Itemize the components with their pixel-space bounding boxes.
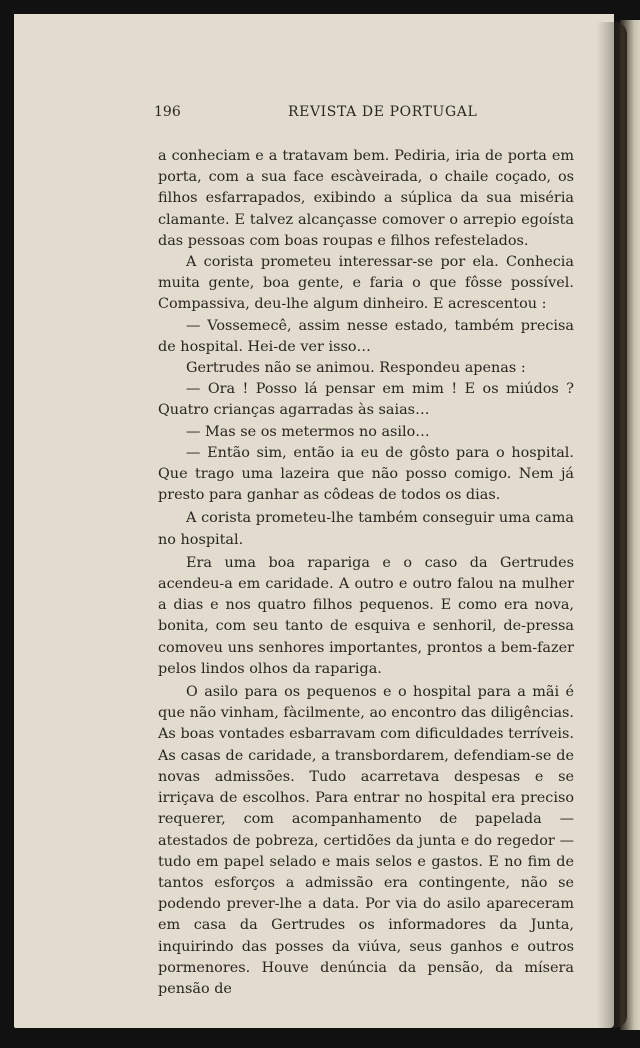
running-head: REVISTA DE PORTUGAL xyxy=(288,104,478,120)
body-text xyxy=(158,146,574,1000)
paragraph: A corista prometeu-lhe também conseguir uma cama no hospital. xyxy=(158,510,574,548)
paragraph: Gertrudes não se animou. Respondeu apenas : xyxy=(186,360,526,377)
paragraph: O asilo para os pequenos e o hospital para a mãi é que não vinham, fàcilmente, ao encontro das diligências. As boas vontades esbarravam com dificuldades terríveis. As casas de caridade, a transbordarem, defendiam-se de novas admissões. Tudo acarretava despesas e se irriçava de escolhos. Para entrar no hospital era preciso requerer, com acompanhamento de papelada — atestados de pobreza, certidões da junta e do regedor — tudo em papel selado e mais selos e gastos. E no fim de tantos esforços a admissão era contingente, não se podendo prever-lhe a data. Por via do asilo apareceram em casa da Gertrudes os informadores da Junta, inquirindo das posses da viúva, seus ganhos e outros pormenores. Houve denúncia da pensão, da mísera pensão de xyxy=(158,684,574,997)
paragraph: a conheciam e a tratavam bem. Pediria, iria de porta em porta, com a sua face escàveirada, o chaile coçado, os filhos esfarrapados, exibindo a súplica da sua miséria clamante. E talvez alcançasse comover o arrepio egoísta das pessoas com boas roupas e filhos refestelados. xyxy=(158,148,574,249)
paragraph: A corista prometeu interessar-se por ela. Conhecia muita gente, boa gente, e faria o que fôsse possível. Compassiva, deu-lhe algum dinheiro. E acrescentou : xyxy=(158,254,574,313)
paragraph: — Então sim, então ia eu de gôsto para o hospital. Que trago uma lazeira que não posso comigo. Nem já presto para ganhar as côdeas de todos os dias. xyxy=(158,444,574,504)
paragraph: — Ora ! Posso lá pensar em mim ! E os miúdos ? Quatro crianças agarradas às saias… xyxy=(158,381,574,419)
paragraph: — Vossemecê, assim nesse estado, também precisa de hospital. Hei-de ver isso… xyxy=(158,317,574,355)
page-number: 196 xyxy=(154,104,181,120)
paragraph: Era uma boa rapariga e o caso da Gertrudes acendeu-a em caridade. A outro e outro falou na mulher a dias e nos quatro filhos pequenos. E como era nova, bonita, com seu tanto de esquiva e senhoril, de-pressa comoveu uns senhores importantes, prontos a bem-fazer pelos lindos olhos da rapariga. xyxy=(158,554,574,677)
page-header xyxy=(154,104,574,128)
page-gutter-shadow xyxy=(597,22,627,1028)
paragraph: — Mas se os metermos no asilo… xyxy=(186,423,430,440)
